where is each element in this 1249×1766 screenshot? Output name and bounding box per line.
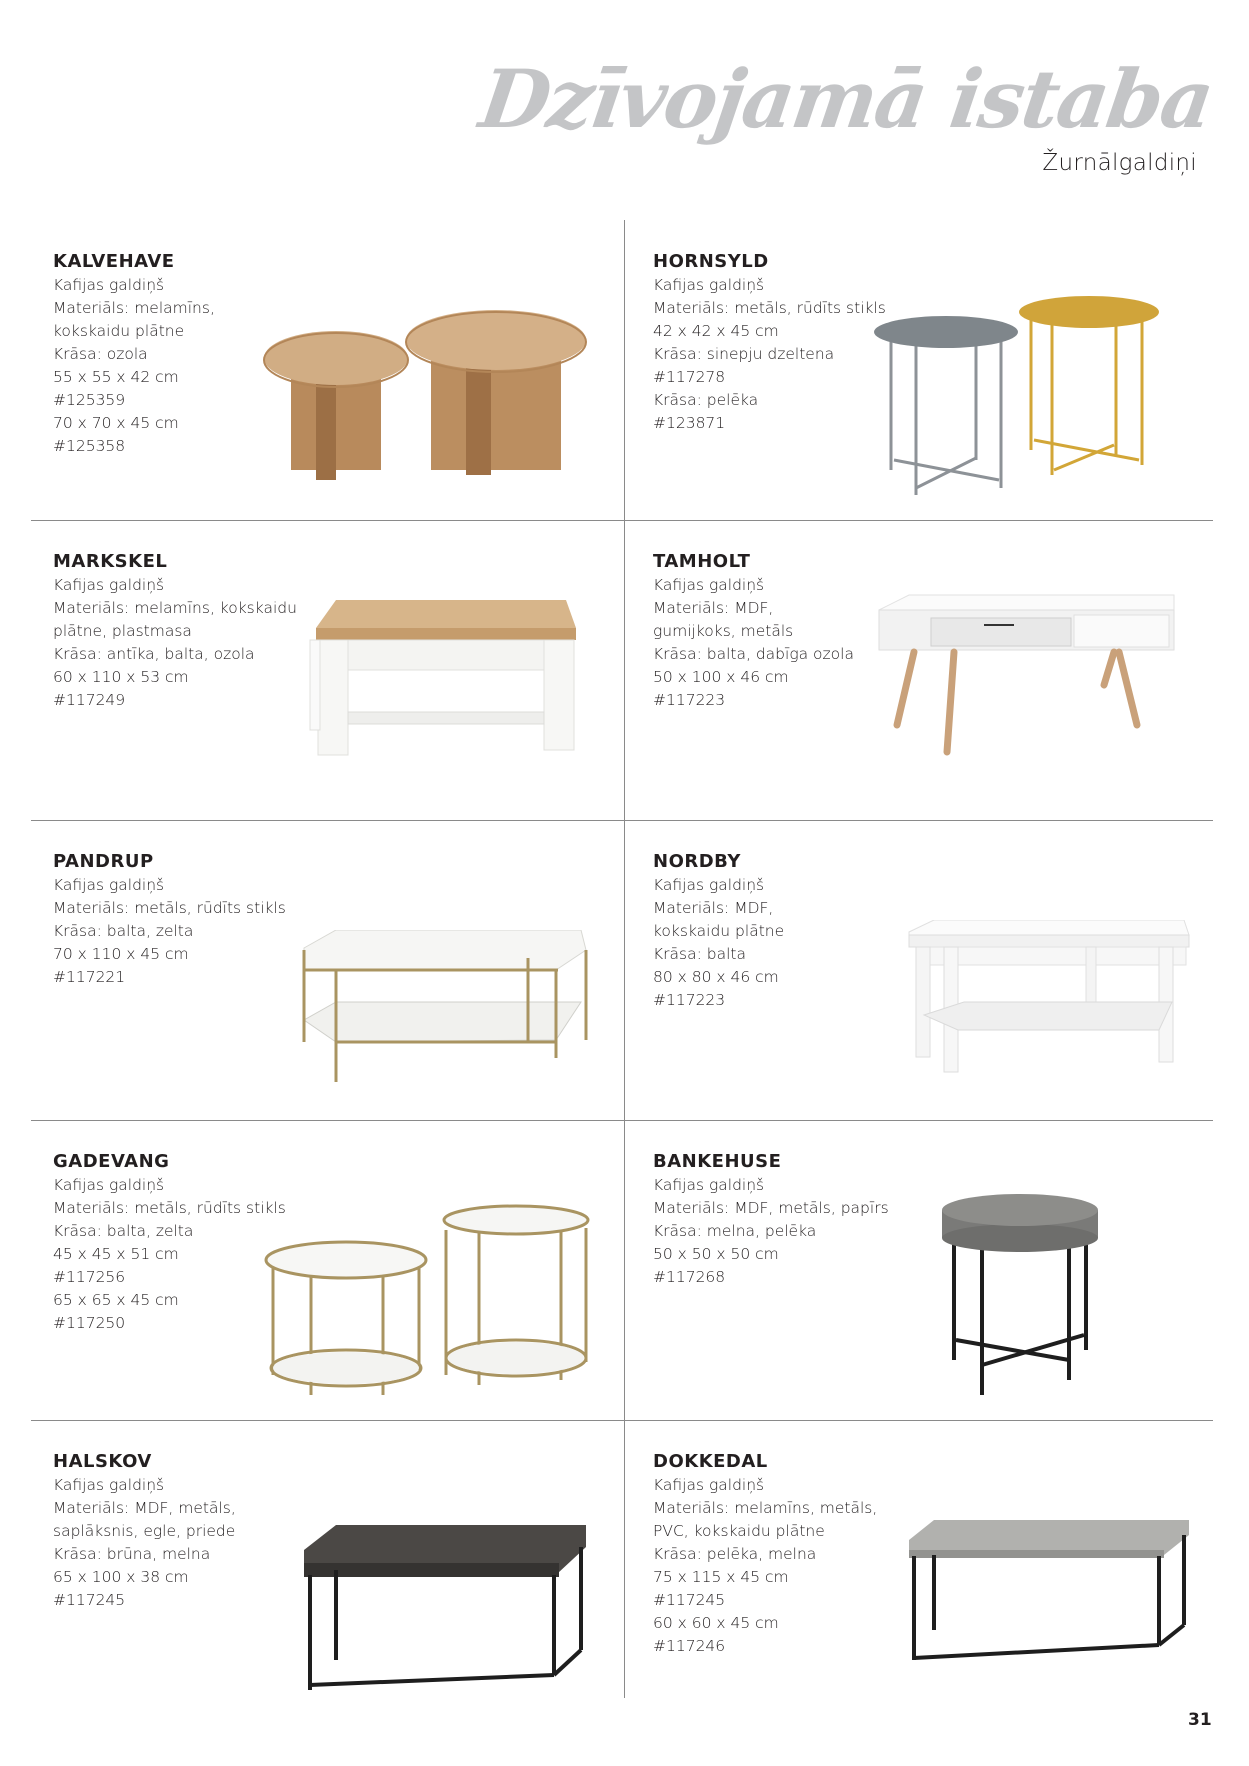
- product-size: 45 x 45 x 51 cm: [53, 1245, 179, 1263]
- product-material-cont: kokskaidu plātne: [53, 322, 185, 340]
- product-color: Krāsa: balta, zelta: [53, 922, 194, 940]
- product-type: Kafijas galdiņš: [53, 1476, 165, 1494]
- section-title: Dzīvojamā istaba: [474, 52, 1218, 146]
- product-image-concrete-round-table: [934, 1190, 1114, 1410]
- product-name: MARKSKEL: [53, 551, 168, 572]
- product-type: Kafijas galdiņš: [53, 276, 165, 294]
- product-material: Materiāls: MDF, metāls,: [53, 1499, 236, 1517]
- page-number: 31: [1188, 1710, 1212, 1730]
- product-image-grey-and-mustard-tables: [864, 280, 1174, 520]
- product-size: 65 x 100 x 38 cm: [53, 1568, 189, 1586]
- product-sku: #117250: [53, 1314, 126, 1332]
- product-size: 70 x 110 x 45 cm: [53, 945, 189, 963]
- product-image-white-square-table: [904, 920, 1204, 1110]
- product-size: 70 x 70 x 45 cm: [53, 414, 179, 432]
- product-sku: #117268: [653, 1268, 726, 1286]
- product-color: Krāsa: balta, dabīga ozola: [653, 645, 854, 663]
- product-image-white-table-drawer: [869, 590, 1189, 790]
- product-image-concrete-top-table: [904, 1520, 1204, 1680]
- product-color: Krāsa: ozola: [53, 345, 148, 363]
- product-color: Krāsa: antīka, balta, ozola: [53, 645, 255, 663]
- product-image-dark-wood-table: [296, 1525, 596, 1705]
- product-material: Materiāls: melamīns,: [53, 299, 215, 317]
- product-name: KALVEHAVE: [53, 251, 175, 272]
- product-name: TAMHOLT: [653, 551, 751, 572]
- product-card-tamholt: [624, 520, 1215, 820]
- product-type: Kafijas galdiņš: [53, 1176, 165, 1194]
- product-size: 42 x 42 x 45 cm: [653, 322, 779, 340]
- product-type: Kafijas galdiņš: [53, 876, 165, 894]
- product-material: Materiāls: MDF,: [653, 899, 774, 917]
- product-material: Materiāls: MDF, metāls, papīrs: [653, 1199, 889, 1217]
- product-material: Materiāls: MDF,: [653, 599, 774, 617]
- product-sku: #123871: [653, 414, 726, 432]
- product-sku: #117223: [653, 991, 726, 1009]
- product-name: DOKKEDAL: [653, 1451, 768, 1472]
- product-color: Krāsa: balta, zelta: [53, 1222, 194, 1240]
- product-material: Materiāls: metāls, rūdīts stikls: [653, 299, 886, 317]
- product-size: 60 x 60 x 45 cm: [653, 1614, 779, 1632]
- product-color: Krāsa: melna, pelēka: [653, 1222, 817, 1240]
- product-size: 50 x 50 x 50 cm: [653, 1245, 779, 1263]
- product-material: Materiāls: melamīns, kokskaidu: [53, 599, 297, 617]
- product-type: Kafijas galdiņš: [653, 876, 765, 894]
- product-sku: #117221: [53, 968, 126, 986]
- product-sku: #117223: [653, 691, 726, 709]
- product-material-cont: plātne, plastmasa: [53, 622, 192, 640]
- product-sku: #125358: [53, 437, 126, 455]
- product-card-gadevang: [31, 1120, 622, 1420]
- product-sku: #117278: [653, 368, 726, 386]
- product-color: Krāsa: balta: [653, 945, 746, 963]
- product-color: Krāsa: pelēka, melna: [653, 1545, 817, 1563]
- product-image-white-gold-table: [296, 930, 596, 1100]
- product-type: Kafijas galdiņš: [53, 576, 165, 594]
- product-material-cont: kokskaidu plātne: [653, 922, 785, 940]
- product-size: 75 x 115 x 45 cm: [653, 1568, 789, 1586]
- product-name: HORNSYLD: [653, 251, 769, 272]
- product-card-nordby: [624, 820, 1215, 1120]
- product-card-bankehuse: [624, 1120, 1215, 1420]
- product-name: GADEVANG: [53, 1151, 170, 1172]
- product-sku: #117249: [53, 691, 126, 709]
- product-name: NORDBY: [653, 851, 741, 872]
- product-type: Kafijas galdiņš: [653, 576, 765, 594]
- product-grid: [31, 220, 1213, 1698]
- product-material: Materiāls: metāls, rūdīts stikls: [53, 899, 286, 917]
- product-size: 60 x 110 x 53 cm: [53, 668, 189, 686]
- product-sku: #117245: [653, 1591, 726, 1609]
- product-size: 80 x 80 x 46 cm: [653, 968, 779, 986]
- product-material-cont: gumijkoks, metāls: [653, 622, 794, 640]
- product-image-two-round-white-gold-tables: [261, 1200, 601, 1410]
- product-image-white-table-oak-top: [296, 590, 596, 790]
- product-material: Materiāls: metāls, rūdīts stikls: [53, 1199, 286, 1217]
- product-sku: #117245: [53, 1591, 126, 1609]
- product-card-markskel: [31, 520, 622, 820]
- product-card-halskov: [31, 1420, 622, 1720]
- product-name: PANDRUP: [53, 851, 154, 872]
- product-color: Krāsa: pelēka: [653, 391, 759, 409]
- product-color: Krāsa: brūna, melna: [53, 1545, 211, 1563]
- product-card-pandrup: [31, 820, 622, 1120]
- product-name: BANKEHUSE: [653, 1151, 782, 1172]
- product-material-cont: PVC, kokskaidu plātne: [653, 1522, 825, 1540]
- product-size: 50 x 100 x 46 cm: [653, 668, 789, 686]
- product-sku: #117246: [653, 1637, 726, 1655]
- product-card-kalvehave: [31, 220, 622, 520]
- category-subtitle: Žurnālgaldiņi: [1042, 150, 1197, 176]
- product-name: HALSKOV: [53, 1451, 152, 1472]
- product-image-two-round-oak-tables: [261, 310, 601, 510]
- product-type: Kafijas galdiņš: [653, 1176, 765, 1194]
- product-card-hornsyld: [624, 220, 1215, 520]
- product-sku: #125359: [53, 391, 126, 409]
- product-card-dokkedal: [624, 1420, 1215, 1720]
- product-size: 65 x 65 x 45 cm: [53, 1291, 179, 1309]
- product-size: 55 x 55 x 42 cm: [53, 368, 179, 386]
- product-type: Kafijas galdiņš: [653, 276, 765, 294]
- product-type: Kafijas galdiņš: [653, 1476, 765, 1494]
- product-sku: #117256: [53, 1268, 126, 1286]
- product-color: Krāsa: sinepju dzeltena: [653, 345, 835, 363]
- product-material: Materiāls: melamīns, metāls,: [653, 1499, 878, 1517]
- product-material-cont: saplāksnis, egle, priede: [53, 1522, 236, 1540]
